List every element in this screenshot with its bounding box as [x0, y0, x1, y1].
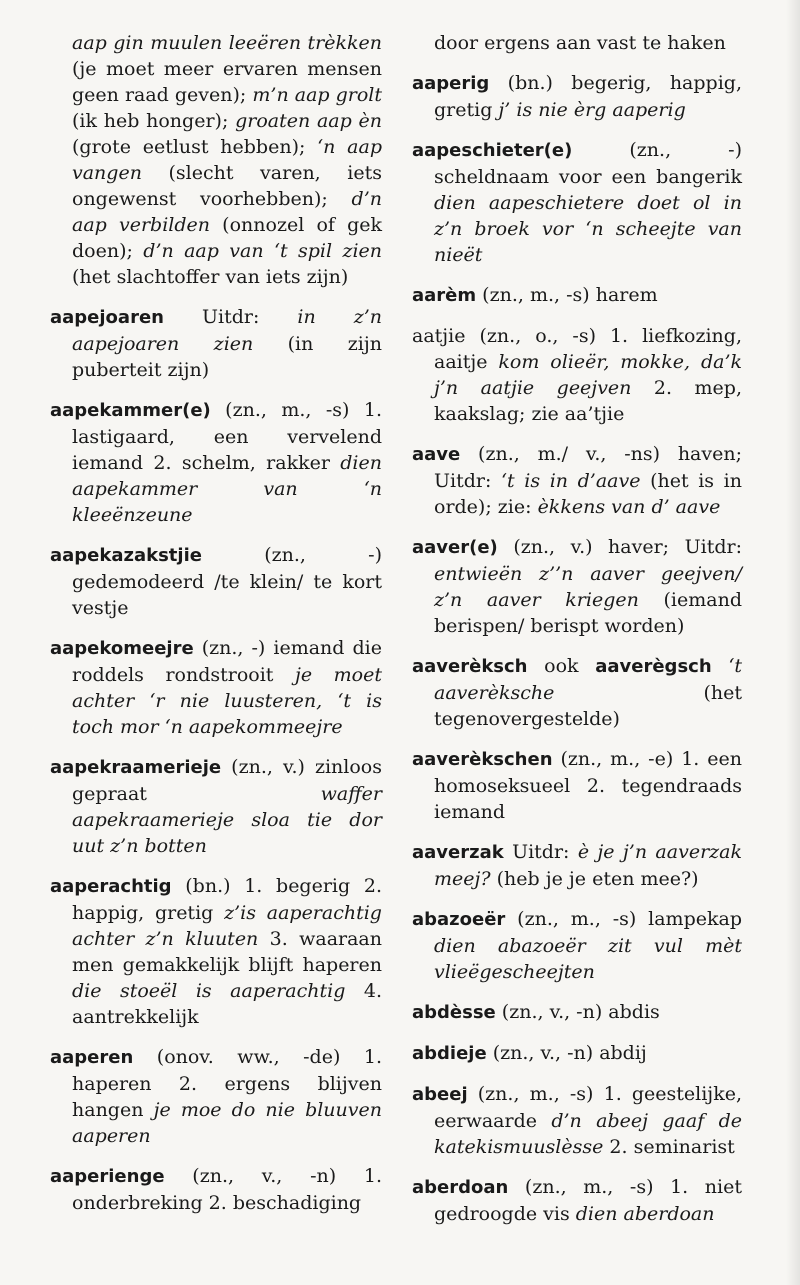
dictionary-entry — [412, 839, 742, 892]
headword: abazoeër — [412, 909, 506, 930]
example-phrase: die stoeël is aaperachtig — [72, 980, 346, 1002]
dictionary-entry — [412, 323, 742, 427]
headword: aaperen — [50, 1047, 134, 1068]
headword: abdèsse — [412, 1002, 496, 1023]
gloss-text: (zn., v.) haver; Uitdr: — [497, 536, 742, 558]
example-phrase: aap gin muulen leeëren trèkken — [72, 32, 382, 54]
dictionary-entry — [50, 754, 382, 859]
gloss-text: door ergens aan vast te haken — [434, 32, 726, 54]
headword: abdieje — [412, 1043, 487, 1064]
page-edge-shadow — [786, 0, 800, 1285]
dictionary-entry — [50, 542, 382, 621]
headword: aapekomeejre — [50, 638, 194, 659]
example-phrase: in z’n aapejoaren zien — [72, 306, 383, 355]
gloss-text — [712, 655, 729, 677]
gloss-text: (grote eetlust hebben); — [72, 136, 318, 158]
headword: aaverèksch — [412, 656, 528, 677]
gloss-text: (zn., v.) zinloos gepraat — [72, 756, 382, 805]
gloss-text: (zn., v., -n) abdij — [486, 1042, 647, 1064]
headword: aarèm — [412, 285, 477, 306]
example-phrase: j’ is nie èrg aaperig — [498, 99, 686, 121]
headword: aaver(e) — [412, 537, 498, 558]
gloss-text: (je moet meer ervaren mensen geen raad geven); — [72, 58, 382, 106]
dictionary-entry — [412, 1040, 742, 1067]
gloss-text: (onov. ww., -de) 1. haperen 2. ergens blijven hangen — [72, 1046, 382, 1121]
gloss-text: (ik heb honger); — [72, 110, 236, 132]
headword: aberdoan — [412, 1177, 509, 1198]
headword: aapekazakstjie — [50, 545, 202, 566]
headword: aaverèkschen — [412, 749, 553, 770]
left-column — [50, 30, 382, 1230]
gloss-text: (het slachtoffer van iets zijn) — [72, 266, 349, 288]
dictionary-entry — [412, 653, 742, 732]
dictionary-entry — [412, 746, 742, 825]
gloss-text: (zn., v., -n) 1. onderbreking 2. beschadiging — [72, 1165, 382, 1214]
dictionary-entry — [50, 397, 382, 528]
dictionary-entry — [412, 1081, 742, 1160]
headword: aaverègsch — [595, 656, 712, 677]
example-phrase: groaten aap èn — [235, 110, 382, 132]
headword: aaperachtig — [50, 876, 172, 897]
gloss-text: (het tegenovergestelde) — [434, 682, 742, 730]
gloss-text: (zn., m., -s) lampekap — [505, 908, 742, 930]
gloss-text: (zn., m., -s) harem — [476, 284, 658, 306]
headword: aave — [412, 444, 461, 465]
gloss-text: (zn., m., -s) 1. niet gedroogde vis — [434, 1176, 742, 1225]
headword: aapejoaren — [50, 307, 164, 328]
headword: abeej — [412, 1084, 468, 1105]
headword: aaperienge — [50, 1166, 165, 1187]
gloss-text: (onnozel of gek doen); — [72, 214, 382, 262]
headword: aapekammer(e) — [50, 400, 211, 421]
dictionary-entry — [50, 1044, 382, 1149]
gloss-text: (bn.) 1. begerig 2. happig, gretig — [72, 875, 382, 924]
gloss-text: Uitdr: — [163, 306, 298, 328]
gloss-text: 2. seminarist — [603, 1136, 735, 1158]
dictionary-entry — [412, 906, 742, 985]
example-phrase: d’n aap verbilden — [72, 188, 382, 236]
gloss-text: (heb je je eten mee?) — [490, 868, 699, 890]
dictionary-entry — [412, 137, 742, 268]
example-phrase: ‘t aaverèksche — [434, 655, 742, 704]
example-phrase: dien abazoeër zit vul mèt vlieëgescheejten — [434, 935, 742, 983]
example-phrase: je moe do nie bluuven aaperen — [72, 1099, 382, 1147]
example-phrase: dien aberdoan — [575, 1203, 715, 1225]
example-phrase: waffer aapekraamerieje sloa tie dor uut z’n botten — [72, 783, 382, 857]
example-phrase: è je j’n aaverzak meej? — [434, 841, 743, 890]
example-phrase: d’n aap van ‘t spil zien — [143, 240, 383, 262]
dictionary-entry — [412, 282, 742, 309]
example-phrase: z’is aaperachtig achter z’n kluuten — [72, 902, 382, 950]
right-column — [412, 30, 742, 1241]
gloss-text: (zn., m., -e) 1. een homoseksueel 2. tegendraads iemand — [434, 748, 742, 823]
headword: aapekraamerieje — [50, 757, 222, 778]
gloss-text: (zn., v., -n) abdis — [495, 1001, 660, 1023]
example-phrase: dien aapeschietere doet ol in z’n broek vor ‘n scheejte van nieët — [434, 192, 742, 266]
gloss-text: (in zijn puberteit zijn) — [72, 333, 382, 381]
gloss-text: (zn., -) iemand die roddels rondstrooit — [72, 637, 382, 686]
example-phrase: m’n aap grolt — [252, 84, 383, 106]
gloss-text: (zn., m./ v., -ns) haven; Uitdr: — [434, 443, 742, 492]
dictionary-entry — [50, 304, 382, 383]
gloss-text: 3. waaraan men gemakkelijk blijft haperen — [72, 928, 382, 976]
example-phrase: ‘n aap vangen — [72, 136, 382, 184]
headword: aaverzak — [412, 842, 504, 863]
gloss-text: (bn.) begerig, happig, gretig — [434, 72, 742, 121]
gloss-text: (zn., m., -s) 1. lastigaard, een vervelend iemand 2. schelm, rakker — [72, 399, 382, 474]
example-phrase: je moet achter ‘r nie luusteren, ‘t is toch mor ‘n aapekommeejre — [72, 664, 382, 738]
gloss-text: (iemand berispen/ berispt worden) — [434, 589, 742, 637]
headword: aaperig — [412, 73, 490, 94]
dictionary-entry — [412, 999, 742, 1026]
dictionary-entry — [412, 1174, 742, 1227]
gloss-text: Uitdr: — [503, 841, 578, 863]
gloss-text: 2. mep, kaakslag; zie aa’tjie — [434, 377, 742, 425]
dictionary-entry — [412, 70, 742, 123]
dictionary-entry — [50, 30, 382, 290]
dictionary-entry — [50, 873, 382, 1030]
dictionary-entry — [50, 1163, 382, 1216]
example-phrase: d’n abeej gaaf de katekismuuslèsse — [434, 1110, 742, 1158]
dictionary-entry — [412, 30, 742, 56]
example-phrase: dien aapekammer van ‘n kleeënzeune — [72, 452, 382, 526]
dictionary-entry — [412, 441, 742, 520]
dictionary-entry — [50, 635, 382, 740]
gloss-text: (zn., -) gedemodeerd /te klein/ te kort vestje — [72, 544, 382, 619]
gloss-text: (zn., m., -s) 1. geestelijke, eerwaarde — [434, 1083, 742, 1132]
example-phrase: èkkens van d’ aave — [537, 496, 721, 518]
gloss-text: (slecht varen, iets ongewenst voorhebben); — [72, 162, 382, 210]
gloss-text: (zn., -) scheldnaam voor een bangerik — [434, 139, 742, 188]
gloss-text: aatjie (zn., o., -s) 1. liefkozing, aaitje — [412, 325, 742, 373]
example-phrase: ‘t is in d’aave — [500, 470, 641, 492]
gloss-text: (het is in orde); zie: — [434, 470, 742, 518]
example-phrase: entwieën z’’n aaver geejven/ z’n aaver kriegen — [434, 563, 742, 611]
example-phrase: kom olieër, mokke, da’k j’n aatjie geejven — [434, 351, 742, 399]
headword: aapeschieter(e) — [412, 140, 573, 161]
gloss-text: ook — [527, 655, 596, 677]
gloss-text: 4. aantrekkelijk — [72, 980, 383, 1028]
dictionary-entry — [412, 534, 742, 639]
